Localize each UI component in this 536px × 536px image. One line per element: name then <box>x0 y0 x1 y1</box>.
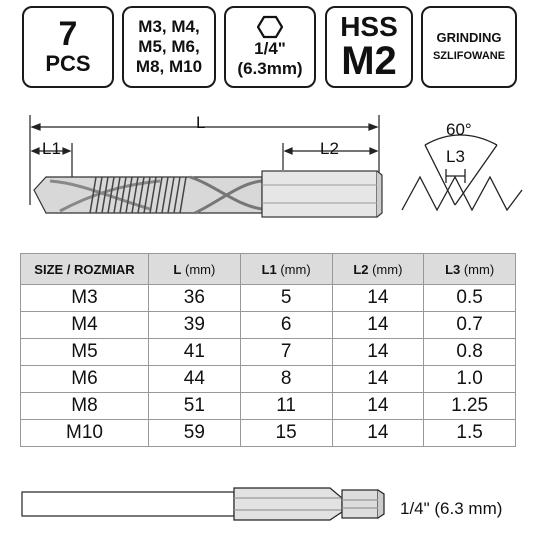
column-header-unit: (mm) <box>181 261 216 277</box>
table-cell: 36 <box>149 285 241 312</box>
label-angle: 60° <box>446 120 472 139</box>
table-cell: 14 <box>332 393 424 420</box>
table-row <box>21 420 516 447</box>
pcs-label: PCS <box>45 51 91 76</box>
label-L2: L2 <box>320 139 339 158</box>
finish-line-2: SZLIFOWANE <box>432 50 506 62</box>
table-row <box>21 393 516 420</box>
pcs-count: 7 <box>58 15 78 53</box>
table-row <box>21 339 516 366</box>
table-cell: 14 <box>332 420 424 447</box>
table-cell: 44 <box>149 366 241 393</box>
table-cell: M10 <box>21 420 149 447</box>
table-body <box>21 285 516 447</box>
table-cell: 8 <box>240 366 332 393</box>
table-cell: 1.5 <box>424 420 516 447</box>
table-cell: 0.8 <box>424 339 516 366</box>
sizes-line-3: M8, M10 <box>135 57 203 76</box>
column-header <box>332 254 424 285</box>
table-row <box>21 312 516 339</box>
finish-line-1: GRINDING <box>436 30 502 45</box>
finish-badge <box>421 6 517 88</box>
column-header-unit: (mm) <box>276 261 311 277</box>
column-header-name: L <box>173 261 182 277</box>
table-cell: 51 <box>149 393 241 420</box>
column-header <box>240 254 332 285</box>
column-header-unit: (mm) <box>368 261 403 277</box>
table-cell: 39 <box>149 312 241 339</box>
table-cell: 5 <box>240 285 332 312</box>
sizes-badge <box>122 6 216 88</box>
material-line-2: M2 <box>341 39 397 83</box>
material-badge <box>325 6 413 88</box>
table-cell: 1.25 <box>424 393 516 420</box>
table-row <box>21 366 516 393</box>
size-table <box>20 253 516 447</box>
column-header <box>149 254 241 285</box>
table-header-row <box>21 254 516 285</box>
table-cell: 1.0 <box>424 366 516 393</box>
label-L: L <box>196 113 206 132</box>
material-line-1: HSS <box>340 11 398 42</box>
column-header-unit: (mm) <box>460 261 495 277</box>
column-header-name: L2 <box>353 261 369 277</box>
table-cell: 6 <box>240 312 332 339</box>
table-cell: M5 <box>21 339 149 366</box>
table-cell: 0.5 <box>424 285 516 312</box>
table-cell: 59 <box>149 420 241 447</box>
table-cell: 15 <box>240 420 332 447</box>
table-cell: 14 <box>332 285 424 312</box>
label-L3: L3 <box>446 147 465 166</box>
pcs-badge <box>22 6 114 88</box>
sizes-line-2: M5, M6, <box>138 37 200 56</box>
column-header-name: L3 <box>445 261 461 277</box>
table-cell: 14 <box>332 339 424 366</box>
table-cell: M6 <box>21 366 149 393</box>
shank-drawing <box>0 482 400 532</box>
table-cell: 41 <box>149 339 241 366</box>
shank-line-1: 1/4" <box>254 39 286 58</box>
drill-bit-icon <box>34 171 382 217</box>
table-cell: 0.7 <box>424 312 516 339</box>
column-header-name: SIZE / ROZMIAR <box>34 261 135 277</box>
shank-badge <box>224 6 316 88</box>
table-cell: M4 <box>21 312 149 339</box>
shank-size-note: 1/4" (6.3 mm) <box>400 499 503 518</box>
table-cell: M8 <box>21 393 149 420</box>
table-cell: 14 <box>332 366 424 393</box>
table-cell: 7 <box>240 339 332 366</box>
table-cell: M3 <box>21 285 149 312</box>
column-header-name: L1 <box>261 261 277 277</box>
label-L1: L1 <box>42 139 61 158</box>
column-header <box>424 254 516 285</box>
table-cell: 11 <box>240 393 332 420</box>
column-header <box>21 254 149 285</box>
shank-line-2: (6.3mm) <box>237 59 303 78</box>
table-cell: 14 <box>332 312 424 339</box>
hexagon-icon <box>257 15 283 39</box>
table-row <box>21 285 516 312</box>
sizes-line-1: M3, M4, <box>138 17 200 36</box>
